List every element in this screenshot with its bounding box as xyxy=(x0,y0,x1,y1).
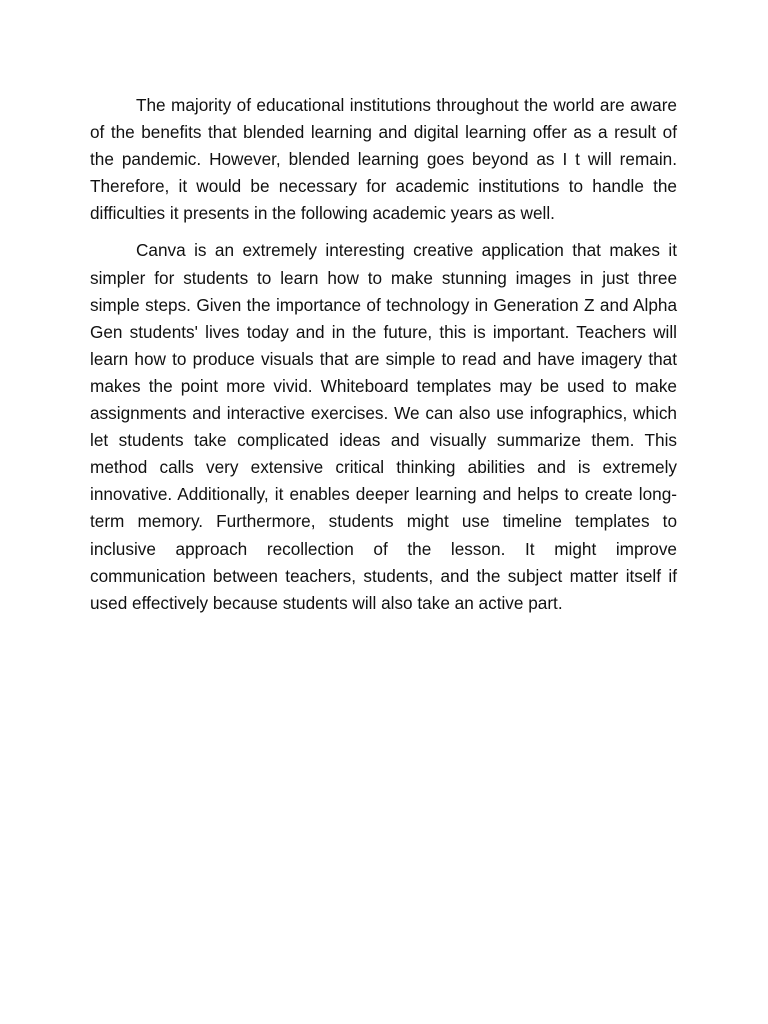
paragraph-2: Canva is an extremely interesting creative application that makes it simpler for students to learn how to make stunning images in just three simple steps. Given the importance of technology in Generation Z and Alpha Gen students' lives today and in the future, this is important. Teachers will learn how to produce visuals that are simple to read and have imagery that makes the point more vivid. Whiteboard templates may be used to make assignments and interactive exercises. We can also use infographics, which let students take complicated ideas and visually summarize them. This method calls very extensive critical thinking abilities and is extremely innovative. Additionally, it enables deeper learning and helps to create long-term memory. Furthermore, students might use timeline templates to inclusive approach recollection of the lesson. It might improve communication between teachers, students, and the subject matter itself if used effectively because students will also take an active part. xyxy=(90,240,677,613)
document-body xyxy=(90,92,677,617)
paragraph-1: The majority of educational institutions throughout the world are aware of the benefits that blended learning and digital learning offer as a result of the pandemic. However, blended learning goes beyond as I t will remain. Therefore, it would be necessary for academic institutions to handle the difficulties it presents in the following academic years as well. xyxy=(90,95,677,224)
